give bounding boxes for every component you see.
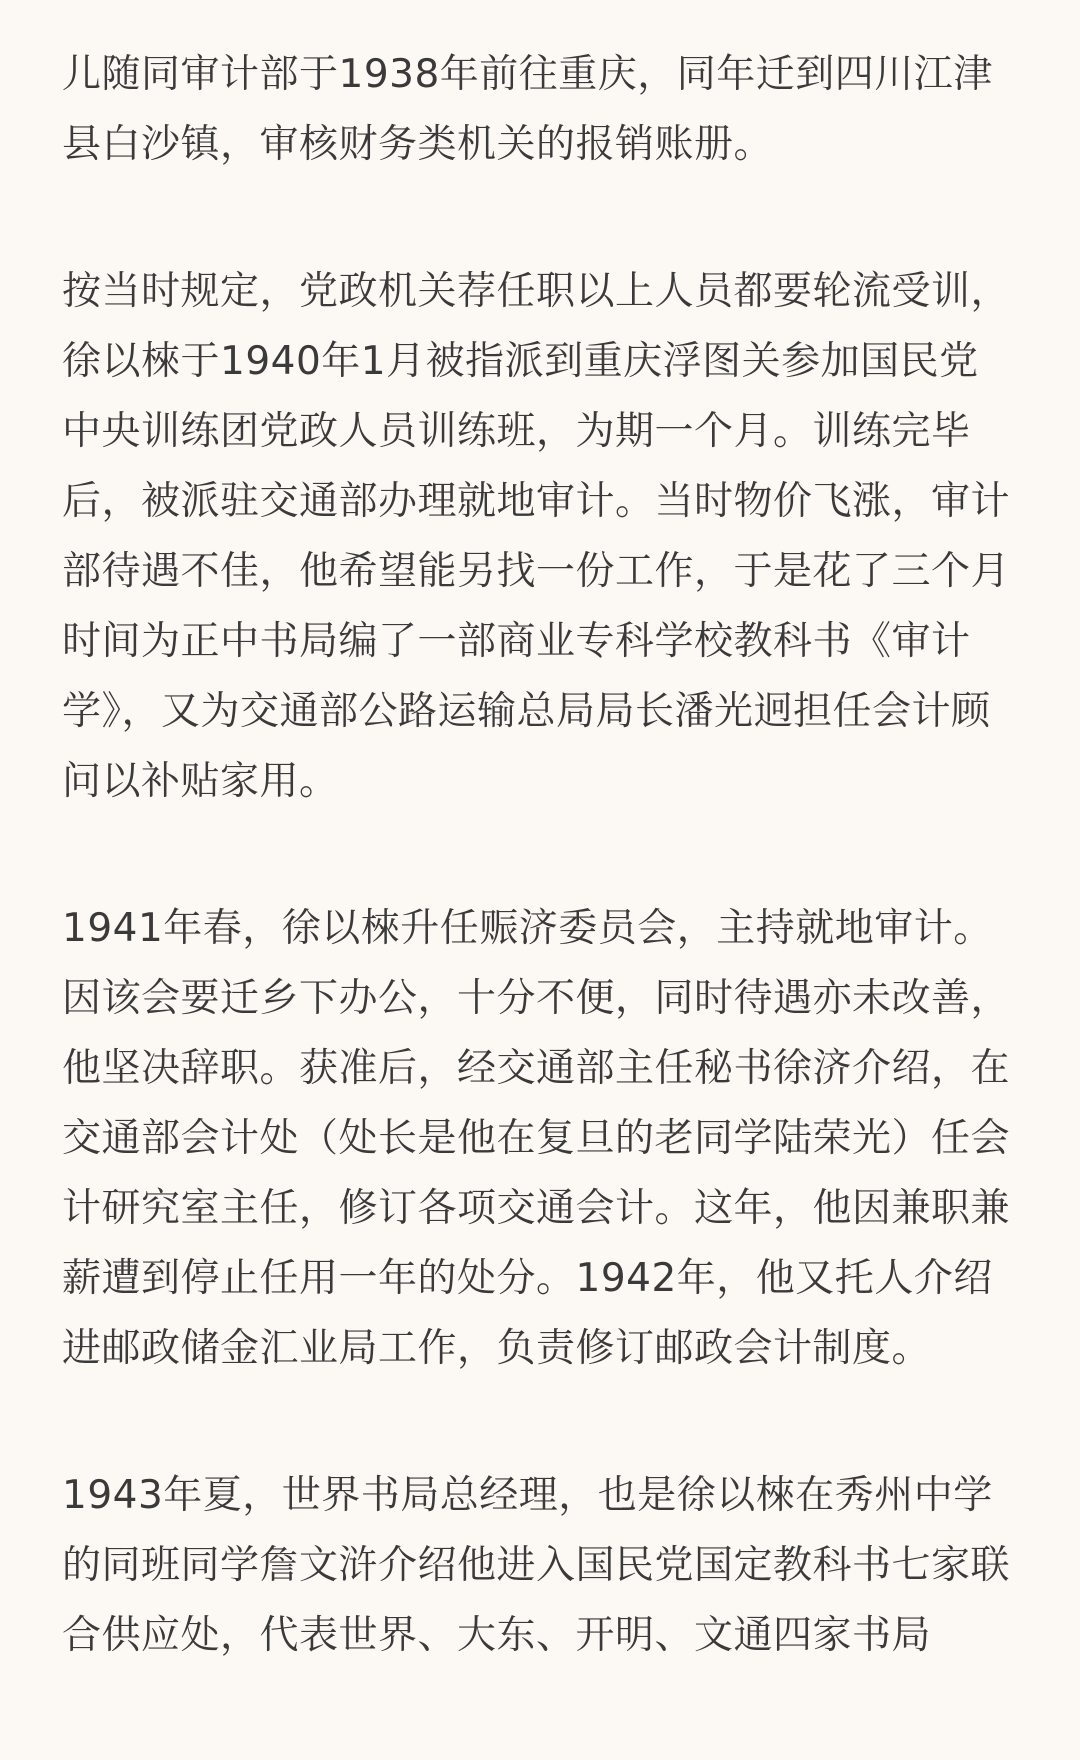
article-paragraph: 按当时规定，党政机关荐任职以上人员都要轮流受训，徐以棶于1940年1月被指派到重庆浮图关参加国民党中央训练团党政人员训练班，为期一个月。训练完毕后，被派驻交通部办理就地审计。当时物价飞涨，审计部待遇不佳，他希望能另找一份工作，于是花了三个月时间为正中书局编了一部商业专科学校教科书《审计学》，又为交通部公路运输总局局长潘光迥担任会计顾问以补贴家用。 bbox=[62, 269, 1011, 804]
article-paragraph: 儿随同审计部于1938年前往重庆，同年迁到四川江津县白沙镇，审核财务类机关的报销账册。 bbox=[62, 52, 993, 167]
article-paragraph: 1941年春，徐以棶升任赈济委员会，主持就地审计。因该会要迁乡下办公，十分不便，同时待遇亦未改善，他坚决辞职。获准后，经交通部主任秘书徐济介绍，在交通部会计处（处长是他在复旦的老同学陆荣光）任会计研究室主任，修订各项交通会计。这年，他因兼职兼薪遭到停止任用一年的处分。1942年，他又托人介绍进邮政储金汇业局工作，负责修订邮政会计制度。 bbox=[62, 906, 1011, 1371]
article-paragraph: 1943年夏，世界书局总经理，也是徐以棶在秀州中学的同班同学詹文浒介绍他进入国民党国定教科书七家联合供应处，代表世界、大东、开明、文通四家书局 bbox=[62, 1473, 1011, 1658]
